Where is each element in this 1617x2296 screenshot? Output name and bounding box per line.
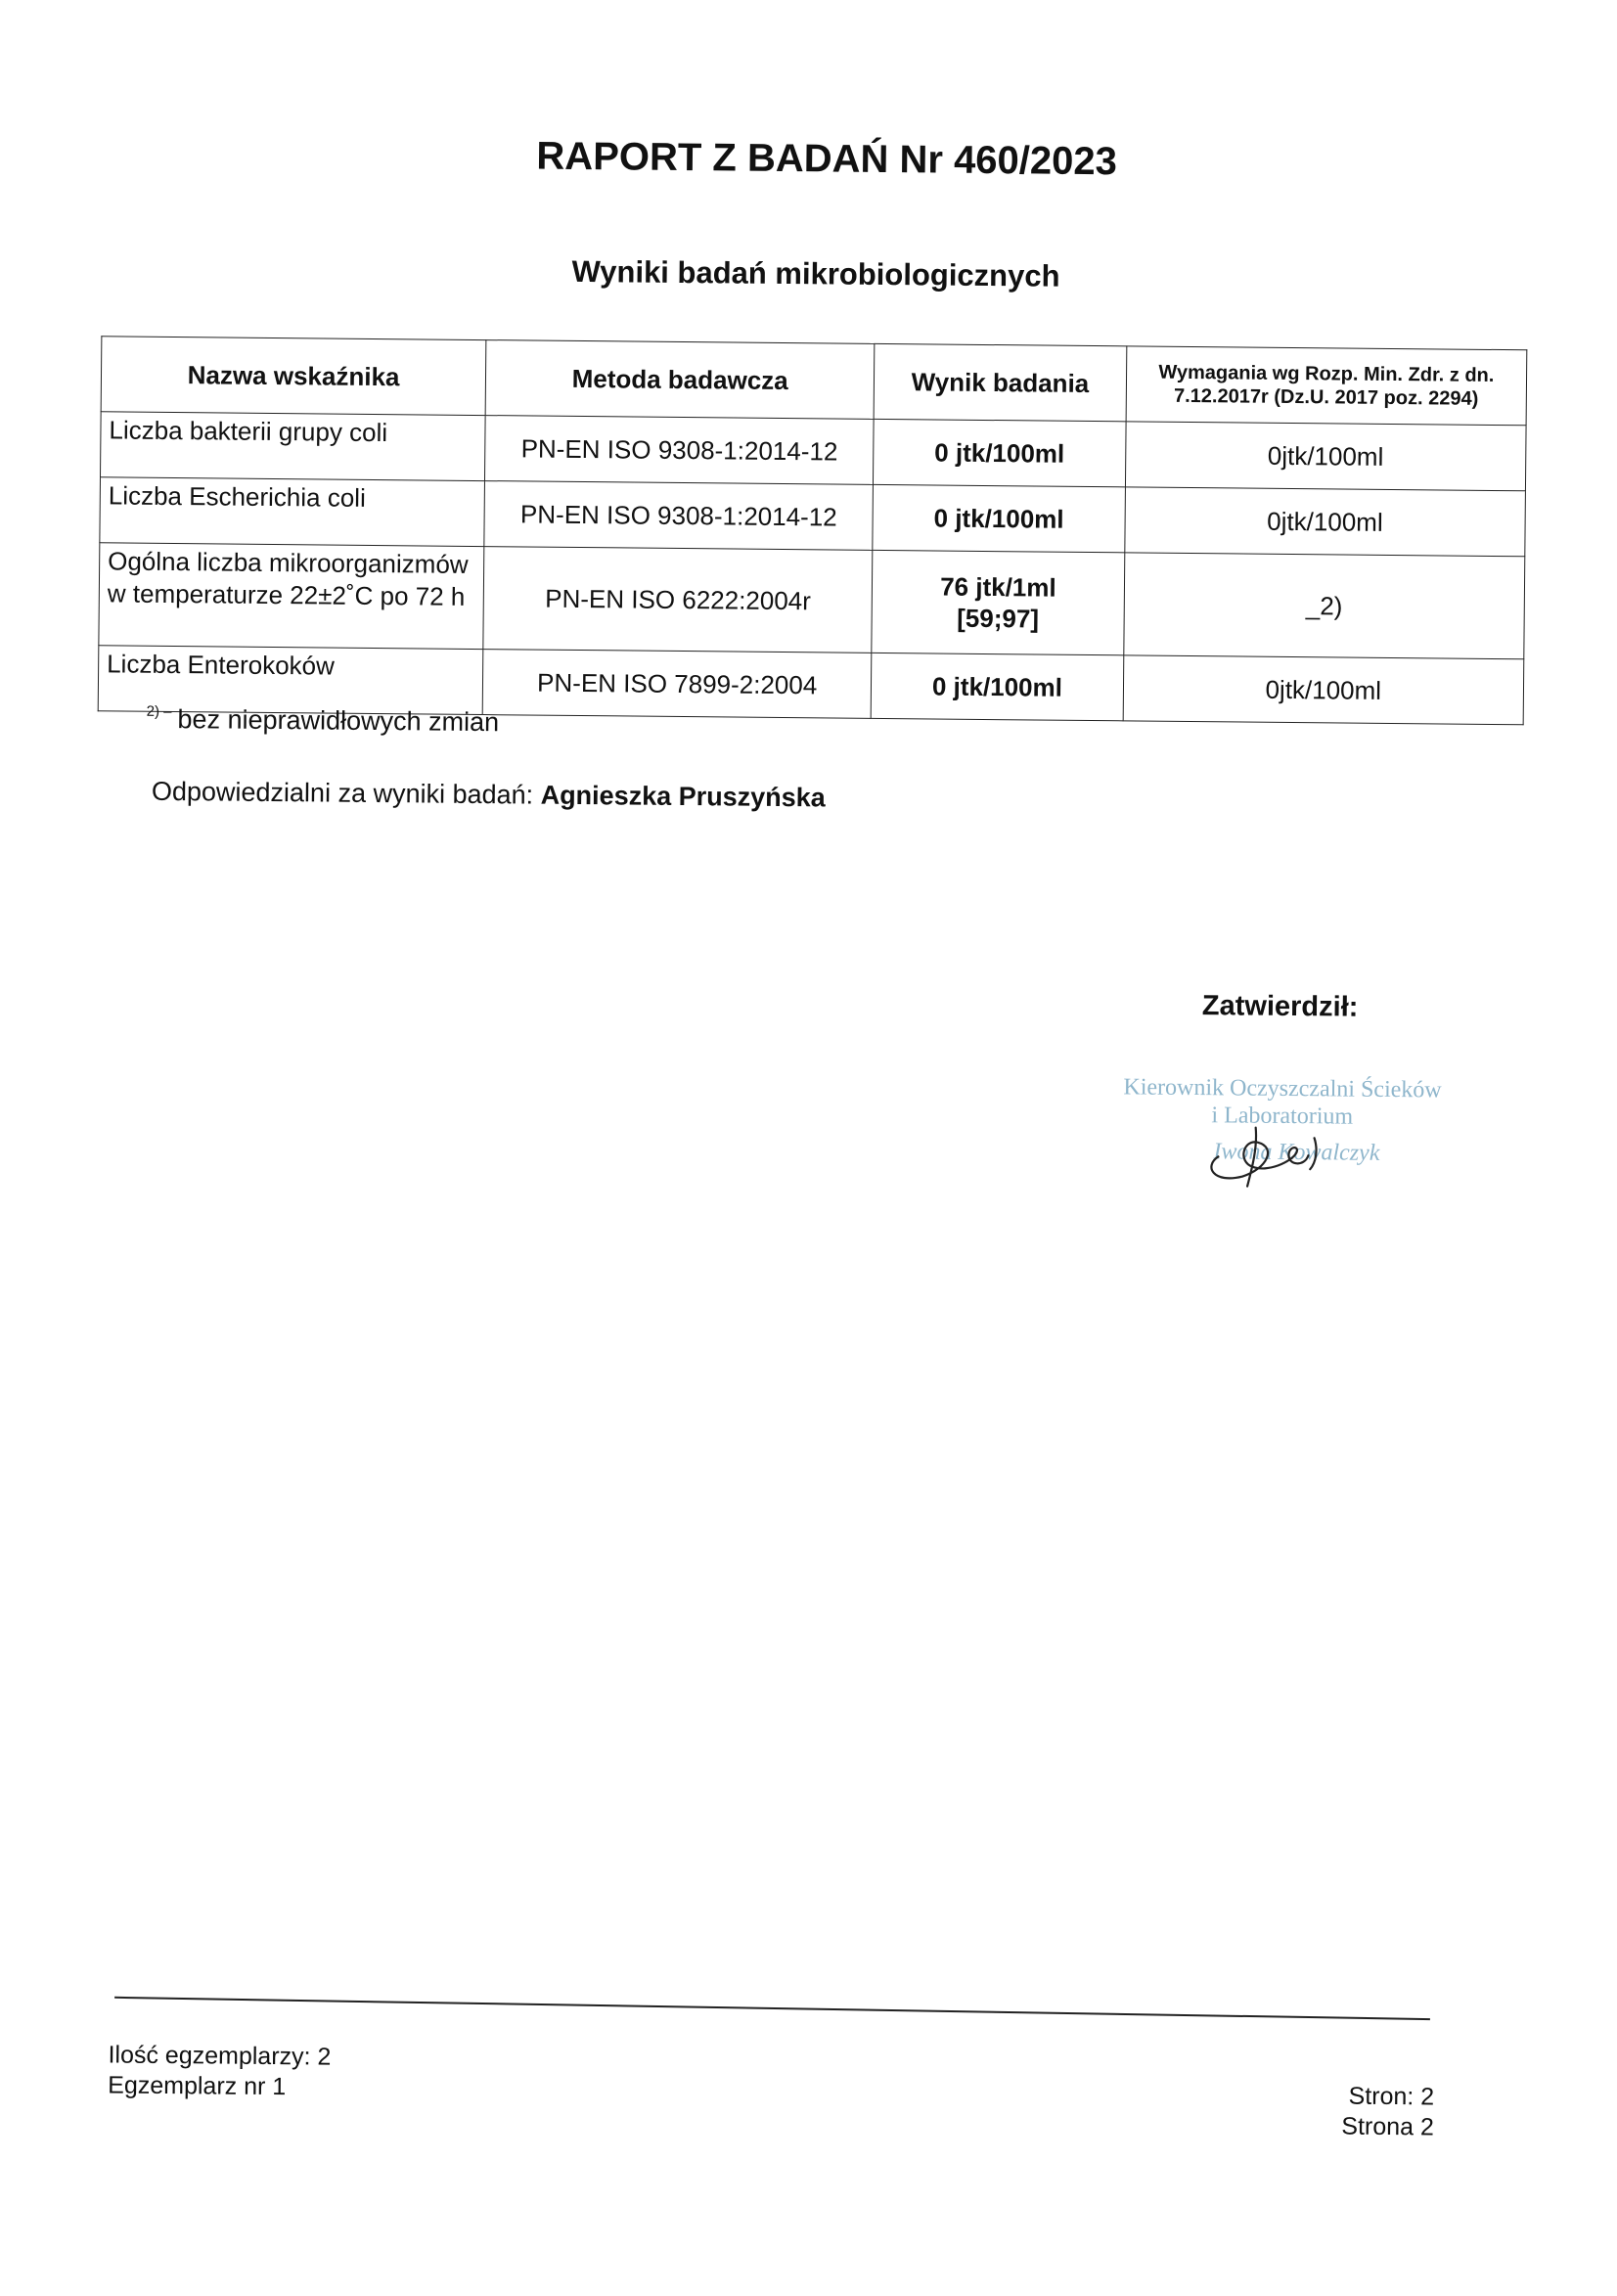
column-header-requirement: Wymagania wg Rozp. Min. Zdr. z dn. 7.12.2017r (Dz.U. 2017 poz. 2294) [1126, 346, 1527, 426]
table-row [99, 543, 1525, 659]
report-title: RAPORT Z BADAŃ Nr 460/2023 [536, 134, 1118, 184]
column-header-indicator: Nazwa wskaźnika [101, 337, 486, 416]
indicator-name: Liczba bakterii grupy coli [101, 412, 486, 481]
copies-info [108, 2040, 331, 2103]
column-header-method: Metoda badawcza [485, 340, 875, 420]
responsible-persons [152, 777, 826, 814]
requirement-value: _2) [1123, 553, 1524, 659]
stamp-line-title: Kierownik Oczyszczalni Ścieków [1123, 1074, 1442, 1103]
test-result: 0 jtk/100ml [873, 484, 1125, 552]
test-result: 76 jtk/1ml [940, 571, 1056, 603]
indicator-name: Ogólna liczba mikroorganizmów w temperaturze 22±2˚C po 72 h [99, 543, 484, 650]
requirement-value: 0jtk/100ml [1123, 655, 1524, 725]
indicator-name: Liczba Enterokoków [98, 646, 483, 715]
test-result: 0 jtk/100ml [874, 419, 1126, 486]
footer-divider [114, 1997, 1430, 2020]
requirement-value: 0jtk/100ml [1124, 487, 1525, 557]
test-method: PN-EN ISO 9308-1:2014-12 [484, 481, 874, 551]
copies-count: Ilość egzemplarzy: 2 [108, 2041, 332, 2071]
test-method: PN-EN ISO 6222:2004r [483, 547, 873, 653]
page-current: Strona 2 [1341, 2112, 1435, 2141]
test-result-range: [59;97] [957, 603, 1040, 634]
page-info [1278, 2081, 1435, 2143]
results-table [98, 336, 1528, 725]
table-header-row [101, 337, 1527, 426]
indicator-name: Liczba Escherichia coli [100, 477, 485, 547]
test-method: PN-EN ISO 7899-2:2004 [482, 650, 872, 719]
footnote-marker: 2) – [146, 702, 172, 721]
stamp-name: Iwona Kowalczyk [1213, 1139, 1380, 1167]
copy-number: Egzemplarz nr 1 [108, 2071, 287, 2101]
responsible-name: Agnieszka Pruszyńska [540, 780, 826, 813]
report-subtitle: Wyniki badań mikrobiologicznych [571, 253, 1060, 293]
test-result-cell [872, 550, 1124, 654]
column-header-result: Wynik badania [874, 343, 1126, 421]
footnote [146, 703, 499, 738]
test-method: PN-EN ISO 9308-1:2014-12 [485, 416, 875, 485]
approved-label: Zatwierdził: [1201, 990, 1359, 1023]
stamp-line-department: i Laboratorium [1211, 1102, 1354, 1130]
requirement-value: 0jtk/100ml [1125, 422, 1526, 491]
responsible-label: Odpowiedzialni za wyniki badań: [151, 776, 534, 810]
handwritten-signature [1198, 1107, 1336, 1196]
footnote-text: bez nieprawidłowych zmian [177, 704, 500, 738]
test-result: 0 jtk/100ml [871, 653, 1123, 720]
pages-total: Stron: 2 [1348, 2082, 1435, 2111]
